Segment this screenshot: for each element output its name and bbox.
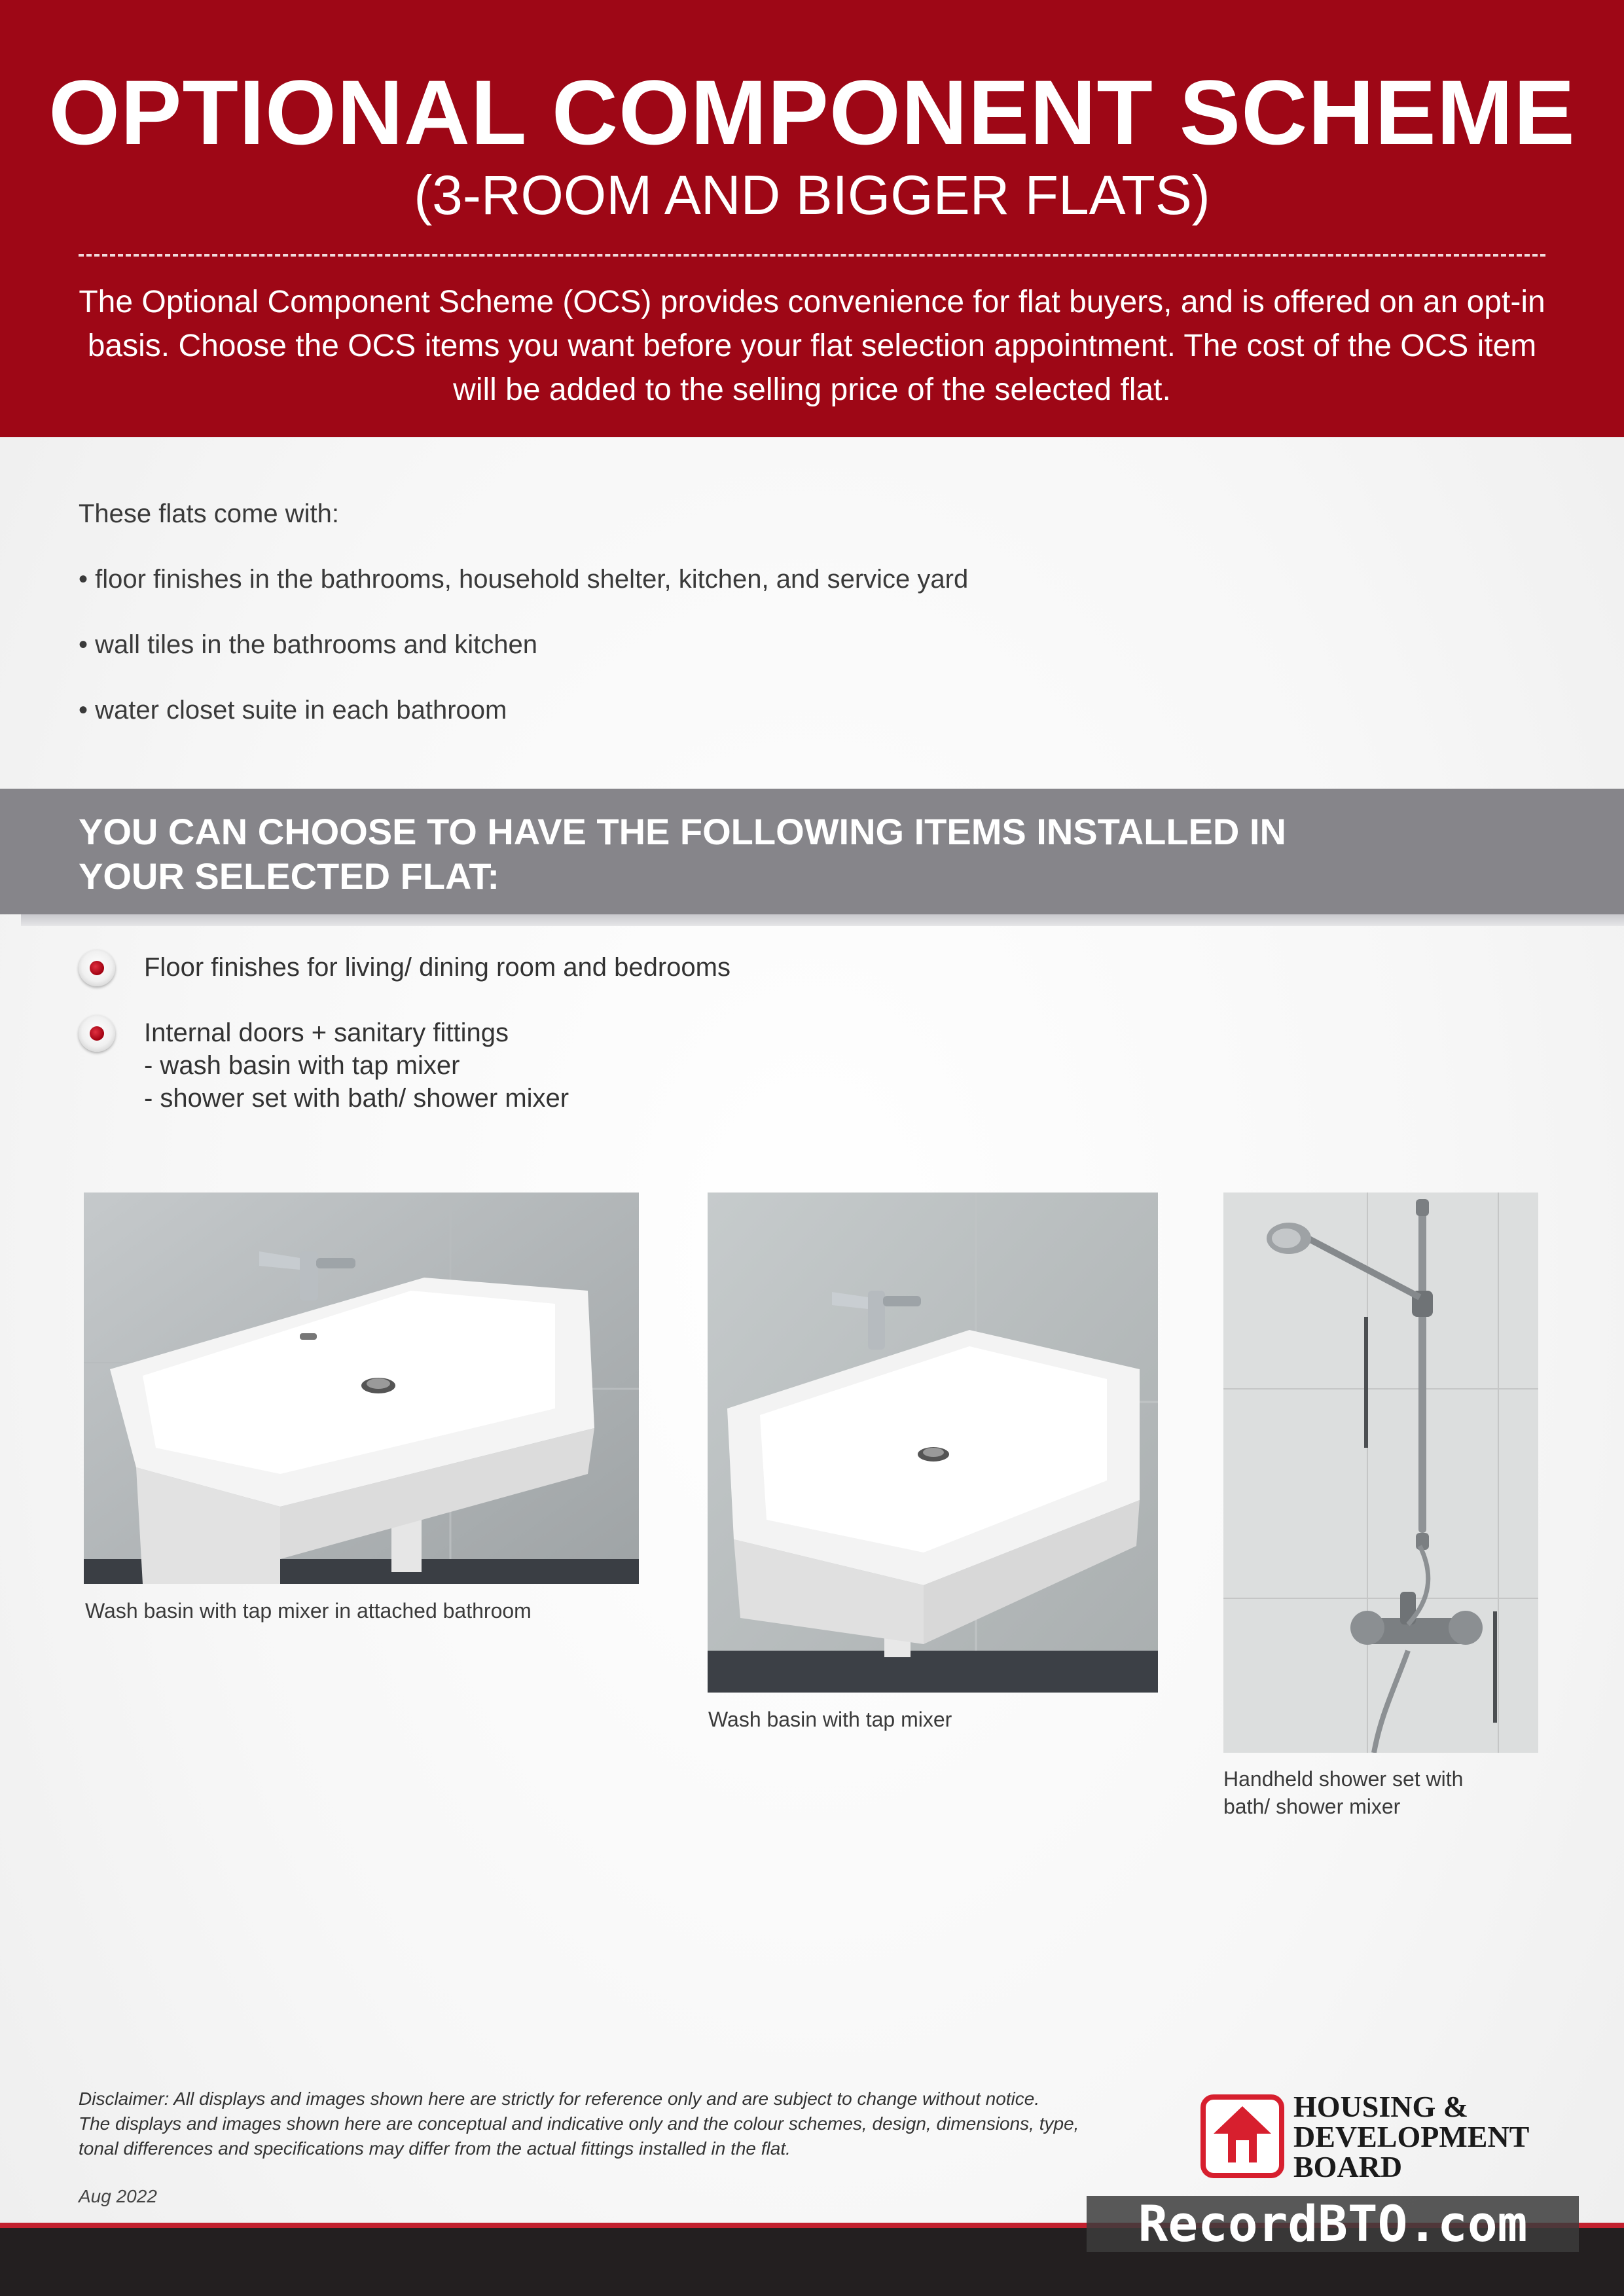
header-banner [0, 0, 1624, 437]
hdb-logo-text [1293, 2092, 1529, 2182]
intro-paragraph: The Optional Component Scheme (OCS) provides convenience for flat buyers, and is offered on an opt-in basis. Choose the OCS items you want before your flat selection appointment. The cost of the OCS item will be added to the selling price of the selected flat. [79, 285, 1545, 407]
photo-caption: Wash basin with tap mixer [708, 1708, 952, 1731]
caption-line: bath/ shower mixer [1223, 1795, 1401, 1818]
standard-item: • floor finishes in the bathrooms, household shelter, kitchen, and service yard [79, 565, 969, 594]
watermark: RecordBTO.com [1087, 2196, 1579, 2252]
banner-shadow [21, 914, 1624, 926]
disclaimer-line: Disclaimer: All displays and images shown here are strictly for reference only and are subject to change without notice. [79, 2089, 1040, 2109]
option-item-doors-sanitary [144, 1016, 569, 1115]
option-line: Internal doors + sanitary fittings [144, 1018, 509, 1047]
options-heading: YOU CAN CHOOSE TO HAVE THE FOLLOWING ITEMS INSTALLED IN YOUR SELECTED FLAT: [79, 811, 1286, 897]
wash-basin-photo [708, 1193, 1158, 1693]
caption-line: Handheld shower set with [1223, 1767, 1464, 1791]
photo-caption: Wash basin with tap mixer in attached bathroom [85, 1599, 532, 1623]
standard-item: • water closet suite in each bathroom [79, 696, 507, 725]
page-subtitle: (3-ROOM AND BIGGER FLATS) [414, 164, 1210, 226]
bullet-icon [79, 950, 115, 986]
logo-line: BOARD [1293, 2150, 1403, 2183]
logo-line: DEVELOPMENT [1293, 2120, 1530, 2153]
option-line: - shower set with bath/ shower mixer [144, 1084, 569, 1113]
option-line: - wash basin with tap mixer [144, 1051, 460, 1080]
dashed-divider [79, 254, 1545, 257]
standard-items [79, 481, 1322, 743]
standard-item: • wall tiles in the bathrooms and kitchen [79, 630, 538, 659]
shower-set-photo [1223, 1193, 1538, 1753]
publication-date: Aug 2022 [79, 2186, 157, 2206]
options-banner [0, 789, 1624, 914]
wash-basin-photo [84, 1193, 639, 1584]
option-line: Floor finishes for living/ dining room and bedrooms [144, 953, 731, 982]
disclaimer [79, 2087, 1159, 2161]
photo-caption [1223, 1765, 1590, 1820]
logo-line: HOUSING & [1293, 2090, 1469, 2123]
disclaimer-line: tonal differences and specifications may differ from the actual fittings installed in the flat. [79, 2138, 791, 2159]
bullet-icon [79, 1015, 115, 1052]
standard-heading: These flats come with: [79, 499, 339, 528]
option-item-floor-finishes [144, 951, 731, 984]
disclaimer-line: The displays and images shown here are conceptual and indicative only and the colour schemes, design, dimensions, type, [79, 2113, 1079, 2134]
hdb-logo-icon [1200, 2094, 1284, 2178]
page-title: OPTIONAL COMPONENT SCHEME [48, 61, 1576, 164]
